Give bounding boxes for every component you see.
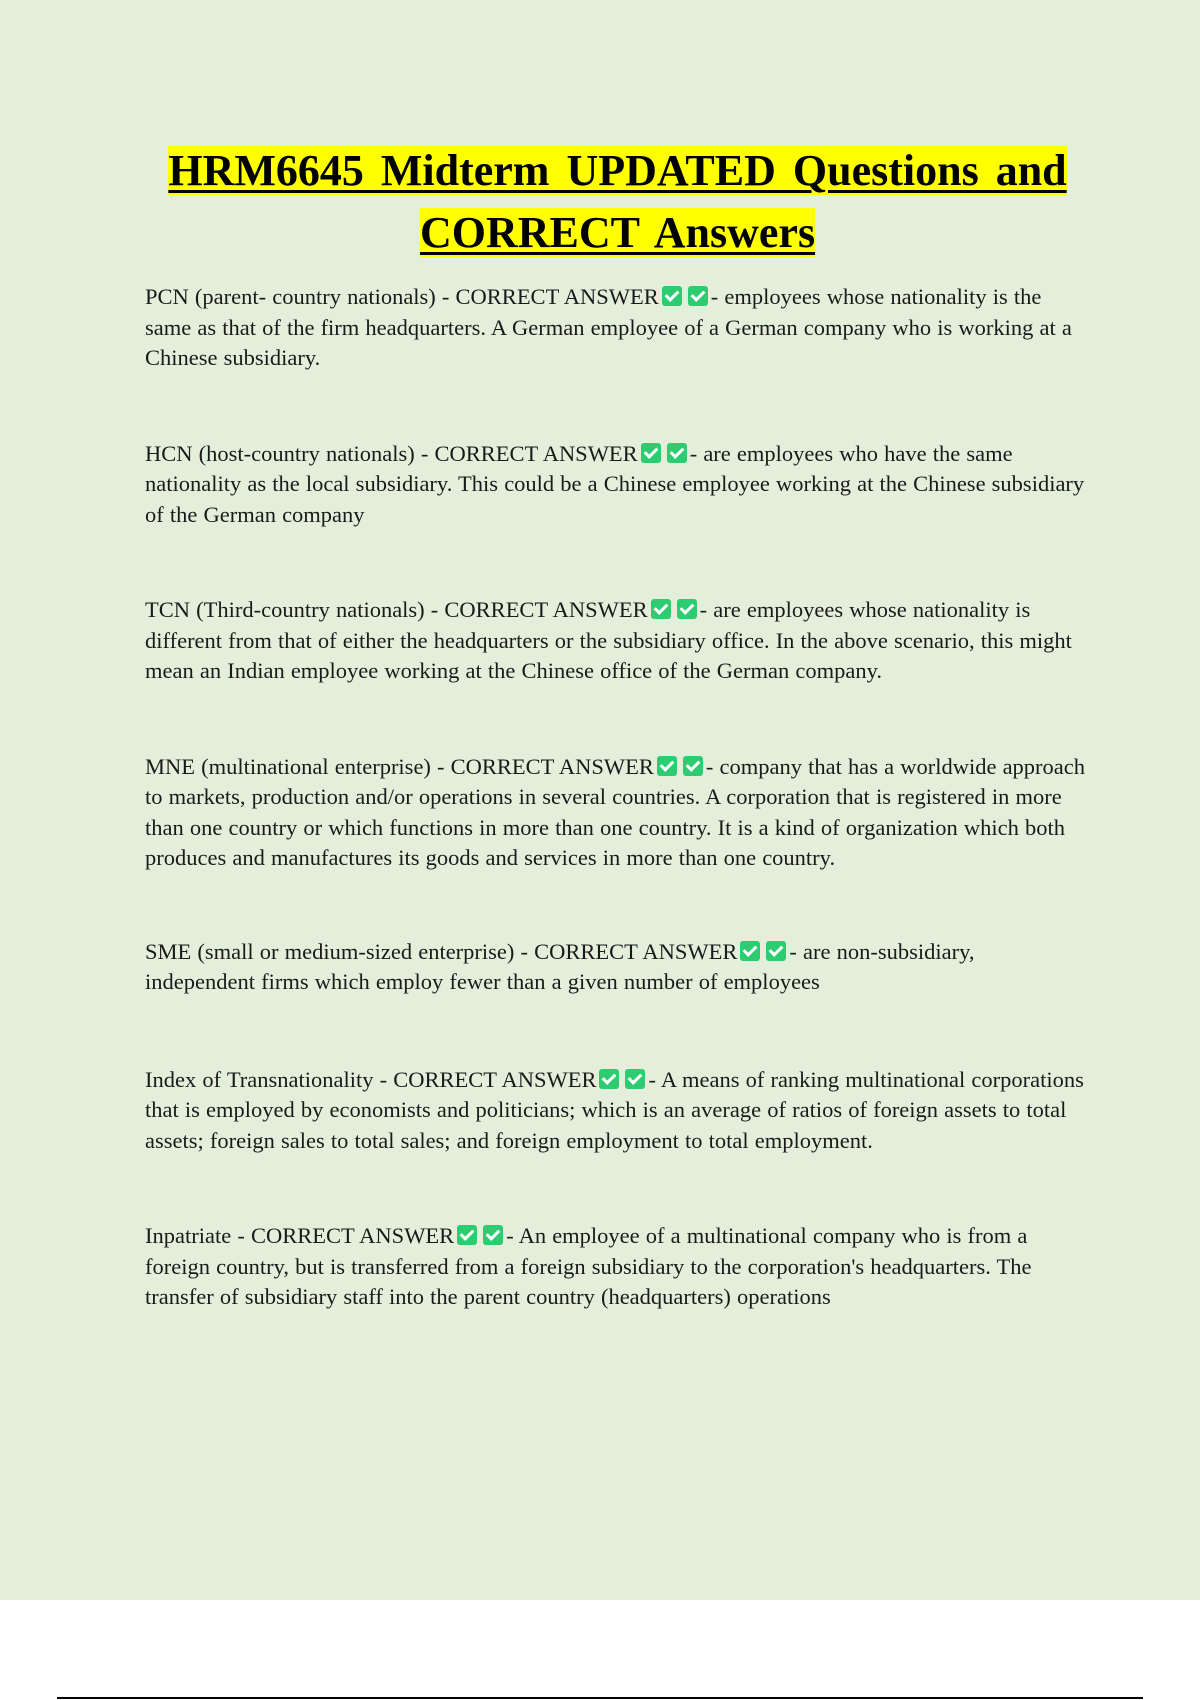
qa-definition: - company that has a worldwide approach to markets, production and/or operations in several countries. A corporation that is registered in more than one country or which functions in more than one country. It is a kind of organization which both produces and manufactures its goods and services in more than one country.	[145, 753, 1086, 870]
qa-item-inpatriate	[145, 1221, 1090, 1313]
check-box-icon	[766, 941, 786, 961]
qa-item-tcn	[145, 595, 1090, 687]
qa-term: TCN (Third-country nationals) - CORRECT ANSWER	[145, 597, 648, 622]
qa-definition: - A means of ranking multinational corporations that is employed by economists and politicians; which is an average of ratios of foreign assets to total assets; foreign sales to total sales; and foreign employment to total employment.	[145, 1066, 1084, 1153]
qa-term: HCN (host-country nationals) - CORRECT ANSWER	[145, 440, 638, 466]
qa-term: Index of Transnationality - CORRECT ANSWER	[145, 1066, 597, 1092]
qa-list	[145, 282, 1090, 1313]
check-box-icon	[688, 286, 708, 306]
qa-term: MNE (multinational enterprise) - CORRECT ANSWER	[145, 753, 654, 779]
qa-definition: - employees whose nationality is the same as that of the firm headquarters. A German employee of a German company who is working at a Chinese subsidiary.	[145, 284, 1072, 370]
check-box-icon	[457, 1225, 477, 1245]
document-title-text: HRM6645 Midterm UPDATED Questions and CORRECT Answers	[168, 146, 1067, 257]
check-box-icon	[599, 1069, 619, 1089]
check-box-icon	[657, 756, 677, 776]
qa-term: SME (small or medium-sized enterprise) - CORRECT ANSWER	[145, 938, 738, 964]
qa-term: Inpatriate - CORRECT ANSWER	[145, 1223, 455, 1248]
check-box-icon	[483, 1225, 503, 1245]
qa-item-index-of-transnationality	[145, 1065, 1090, 1157]
check-box-icon	[683, 756, 703, 776]
check-box-icon	[625, 1069, 645, 1089]
check-box-icon	[641, 443, 661, 463]
qa-item-sme	[145, 937, 1090, 998]
check-box-icon	[740, 941, 760, 961]
qa-definition: - An employee of a multinational company who is from a foreign country, but is transferred from a foreign subsidiary to the corporation's headquarters. The transfer of subsidiary staff into the parent country (headquarters) operations	[145, 1223, 1032, 1309]
check-box-icon	[667, 443, 687, 463]
qa-definition: - are non-subsidiary, independent firms which employ fewer than a given number of employees	[145, 938, 975, 994]
document-title	[130, 140, 1105, 264]
check-box-icon	[662, 286, 682, 306]
footer-divider	[57, 1697, 1143, 1699]
qa-term: PCN (parent- country nationals) - CORRECT ANSWER	[145, 284, 659, 309]
check-box-icon	[677, 599, 697, 619]
qa-item-pcn	[145, 282, 1090, 374]
qa-definition: - are employees whose nationality is different from that of either the headquarters or the subsidiary office. In the above scenario, this might mean an Indian employee working at the Chinese office of the German company.	[145, 597, 1072, 683]
qa-item-mne	[145, 752, 1090, 874]
qa-item-hcn	[145, 439, 1090, 531]
check-box-icon	[651, 599, 671, 619]
qa-definition: - are employees who have the same nationality as the local subsidiary. This could be a Chinese employee working at the Chinese subsidiary of the German company	[145, 440, 1085, 527]
